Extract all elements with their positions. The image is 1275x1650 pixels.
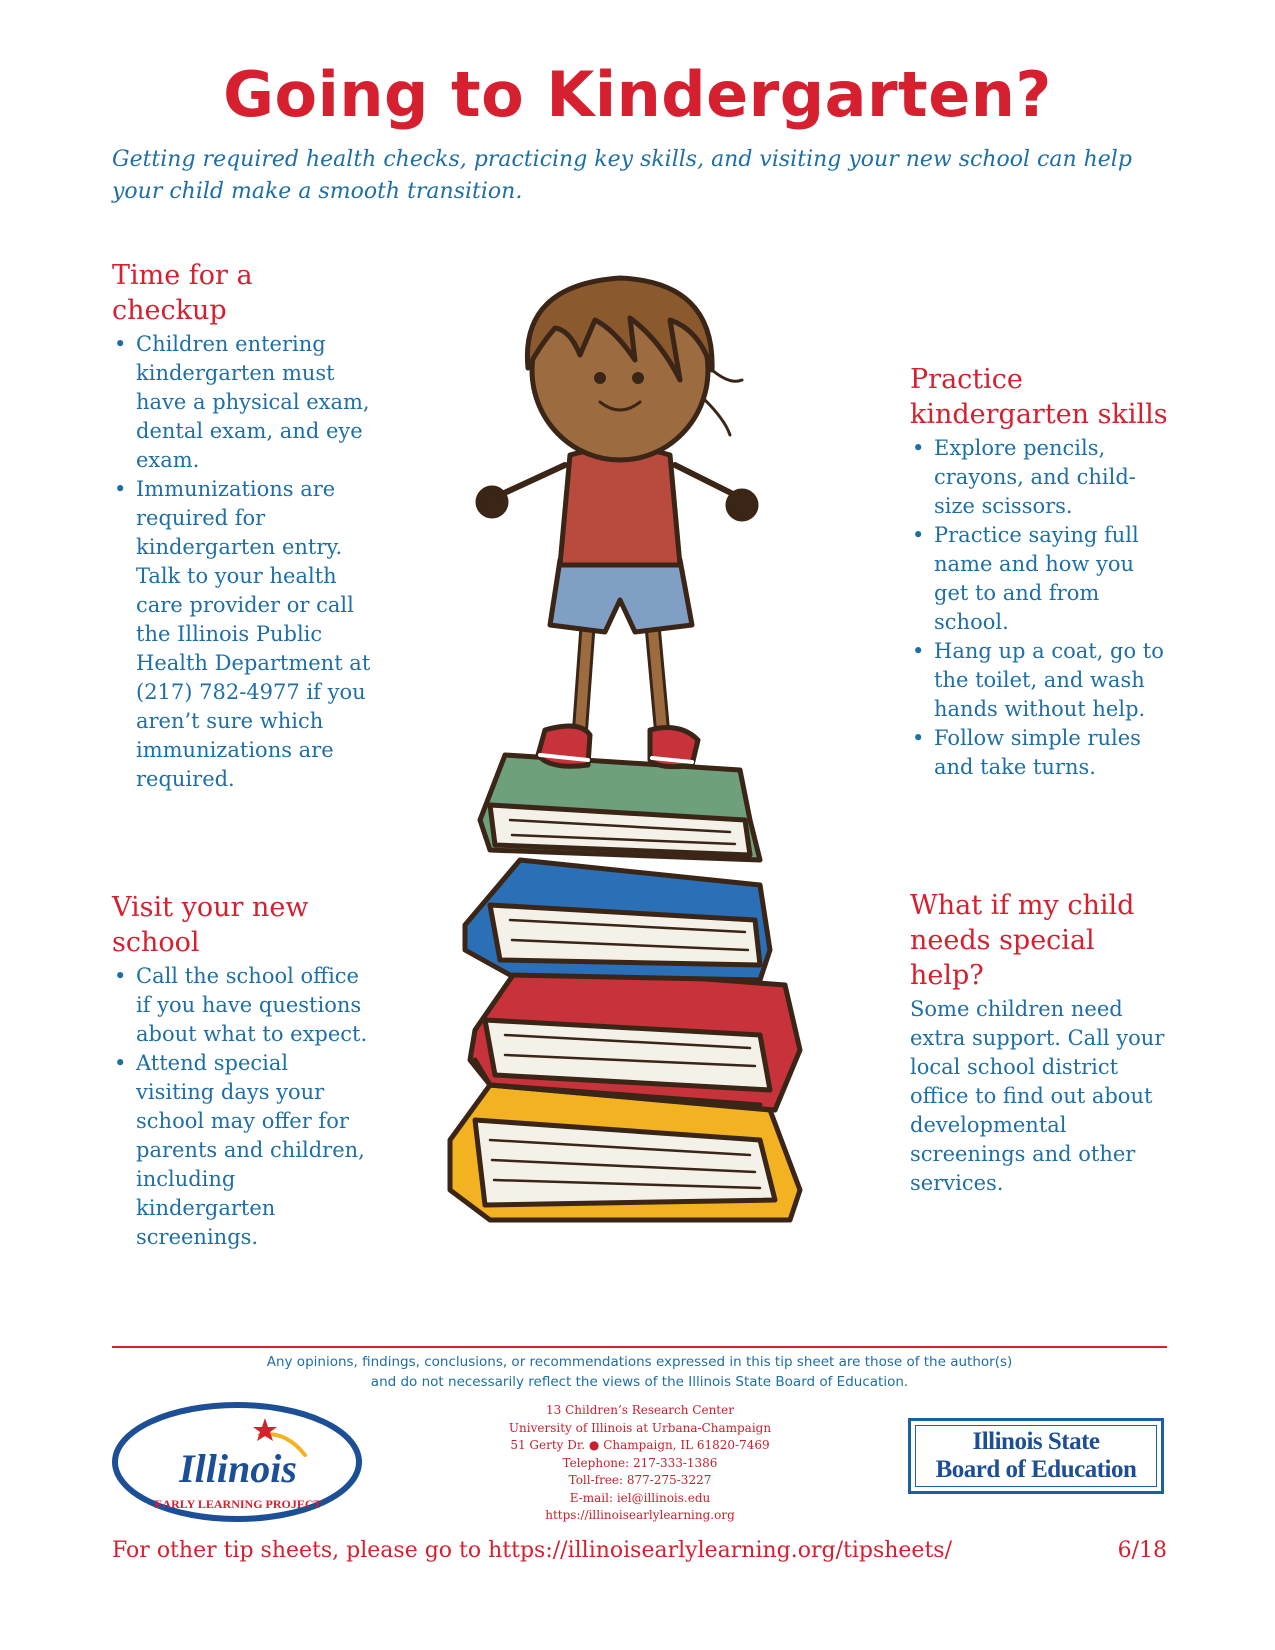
contact-line: Toll-free: 877-275-3227 xyxy=(568,1473,712,1487)
skills-list xyxy=(910,434,1168,782)
page-title: Going to Kindergarten? xyxy=(223,58,1052,131)
disclaimer-line: Any opinions, findings, conclusions, or recommendations expressed in this tip sheet are those of the author(s) xyxy=(266,1354,1013,1370)
contact-line: Telephone: 217-333-1386 xyxy=(562,1455,718,1470)
disclaimer-line: and do not necessarily reflect the views of the Illinois State Board of Education. xyxy=(370,1374,909,1390)
contact-line: University of Illinois at Urbana-Champaign xyxy=(508,1420,772,1435)
isbe-logo-line: Illinois State xyxy=(972,1428,1100,1455)
list-item: • Hang up a coat, go to the toilet, and wash hands without help. xyxy=(910,637,1168,724)
checkup-list xyxy=(112,330,372,794)
list-item: • Explore pencils, crayons, and child-size scissors. xyxy=(910,434,1168,521)
list-item: • Children entering kindergarten must have a physical exam, dental exam, and eye exam. xyxy=(112,330,372,475)
footer-divider xyxy=(112,1346,1167,1348)
contact-line: 51 Gerty Dr. ● Champaign, IL 61820-7469 xyxy=(510,1438,770,1452)
checkup-section xyxy=(112,258,372,794)
intro-text: Getting required health checks, practicing key skills, and visiting your new school can help your child make a smooth transition. xyxy=(112,147,1132,204)
list-item: • Call the school office if you have questions about what to expect. xyxy=(112,962,372,1049)
special-help-heading: What if my child needs special help? xyxy=(910,890,1135,991)
logo-subtext: EARLY LEARNING PROJECT xyxy=(154,1497,322,1511)
visit-list xyxy=(112,962,372,1252)
footer-date: 6/18 xyxy=(1117,1538,1167,1563)
visit-section xyxy=(112,890,372,1252)
skills-heading: Practice kindergarten skills xyxy=(910,364,1168,430)
contact-block xyxy=(430,1402,850,1525)
list-item: • Immunizations are required for kindergarten entry. Talk to your health care provider or call the Illinois Public Health Department at (217) 782-4977 if you aren’t sure which immunizations are required. xyxy=(112,475,372,794)
footer xyxy=(112,1536,1167,1566)
illinois-early-learning-logo xyxy=(110,1400,365,1525)
isbe-logo-line: Board of Education xyxy=(935,1456,1137,1483)
list-item: • Follow simple rules and take turns. xyxy=(910,724,1168,782)
skills-section xyxy=(910,362,1168,782)
checkup-heading: Time for a checkup xyxy=(112,260,253,326)
contact-email[interactable]: E-mail: iel@illinois.edu xyxy=(569,1490,711,1505)
special-help-body: Some children need extra support. Call your local school district office to find out about developmental screenings and other services. xyxy=(910,997,1165,1195)
disclaimer xyxy=(112,1352,1167,1392)
list-item: • Attend special visiting days your school may offer for parents and children, including kindergarten screenings. xyxy=(112,1049,372,1252)
child-on-books-illustration xyxy=(430,260,850,1270)
special-help-section xyxy=(910,888,1168,1198)
footer-link-text[interactable]: For other tip sheets, please go to https://illinoisearlylearning.org/tipsheets/ xyxy=(112,1538,952,1563)
isbe-logo xyxy=(908,1418,1164,1494)
list-item: • Practice saying full name and how you get to and from school. xyxy=(910,521,1168,637)
logo-text: Illinois xyxy=(179,1446,297,1491)
contact-website[interactable]: https://illinoisearlylearning.org xyxy=(545,1508,735,1522)
contact-line: 13 Children’s Research Center xyxy=(546,1403,734,1417)
visit-heading: Visit your new school xyxy=(112,892,309,958)
